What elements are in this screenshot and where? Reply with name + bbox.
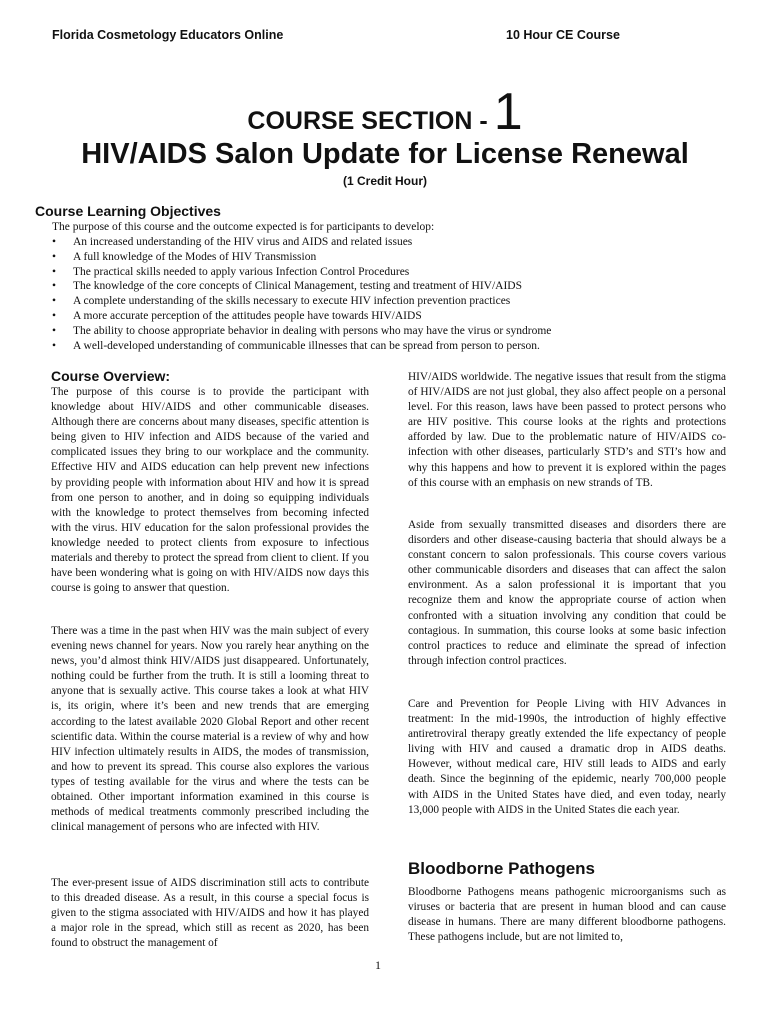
bullet: • — [52, 324, 57, 337]
objective-item — [52, 309, 551, 324]
header-right-text: 10 Hour CE Course — [506, 28, 620, 42]
bullet: • — [52, 295, 57, 308]
paragraph-text: The ever-present issue of AIDS discrimination still acts to contribute to this dreaded disease. As a result, in this course a special focus is given to the stigma associated with HIV/AIDS and how it has played a major role in the spread, which still as recent as 2020, has been found to obstruct the management of — [51, 877, 369, 950]
overview-heading: Course Overview: — [51, 368, 171, 384]
objective-text: The knowledge of the core concepts of Clinical Management, testing and treatment of HIV/AIDS — [73, 280, 522, 293]
bullet: • — [52, 250, 57, 263]
objective-item — [52, 265, 551, 280]
bullet: • — [52, 339, 57, 352]
objective-text: The practical skills needed to apply various Infection Control Procedures — [73, 265, 410, 278]
objective-text: A more accurate perception of the attitudes people have towards HIV/AIDS — [73, 309, 422, 322]
objective-text: An increased understanding of the HIV virus and AIDS and related issues — [73, 236, 413, 248]
paragraph-text: Care and Prevention for People Living with HIV Advances in treatment: In the mid-1990s, the introduction of highly effective antiretroviral therapy greatly extended the life expectancy of people living with HIV and caused a dramatic drop in AIDS deaths. However, without medical care, HIV still leads to AIDS and early death. Since the beginning of the epidemic, nearly 700,000 people with AIDS in the United States have died, and even today, nearly 13,000 people with AIDS in the United States die each year. — [408, 698, 726, 816]
objective-text: A full knowledge of the Modes of HIV Transmission — [73, 250, 317, 263]
objective-text: The ability to choose appropriate behavior in dealing with persons who may have the virus or syndrome — [73, 324, 552, 337]
objectives-intro: The purpose of this course and the outcome expected is for participants to develop: — [52, 221, 435, 233]
overview-paragraph-3 — [51, 876, 369, 951]
bullet: • — [52, 265, 57, 278]
page-title: HIV/AIDS Salon Update for License Renewal — [81, 138, 689, 170]
bullet: • — [52, 280, 57, 293]
objective-item — [52, 279, 551, 294]
section-label: COURSE SECTION - — [247, 107, 488, 135]
page-number: 1 — [375, 958, 381, 972]
paragraph-text: Aside from sexually transmitted diseases and disorders there are disorders and other disease-causing bacteria that should always be a constant concern to salon professionals. This course covers various other communicable disorders and diseases that can affect the salon environment. As a salon professional it is important that you recognize them and know the appropriate course of action when confronted with a situation involving any condition that could be contagious. In summation, this course looks at some basic infection control practices to reduce and eliminate the spread of infection through infection control practices. — [408, 519, 726, 667]
objective-text: A complete understanding of the skills necessary to execute HIV infection prevention practices — [73, 295, 511, 308]
overview-paragraph-1 — [51, 385, 369, 596]
paragraph-text: Bloodborne Pathogens means pathogenic microorganisms such as viruses or bacteria that are present in human blood and can cause disease in humans. There are many different bloodborne pathogens. These pathogens include, but are not limited to, — [408, 886, 726, 944]
overview-paragraph-2 — [51, 624, 369, 835]
bullet: • — [52, 309, 57, 322]
bloodborne-heading: Bloodborne Pathogens — [408, 859, 595, 878]
objectives-list — [52, 235, 551, 353]
objective-item — [52, 235, 551, 250]
credit-hours: (1 Credit Hour) — [343, 174, 427, 188]
right-paragraph-3 — [408, 697, 726, 818]
paragraph-text: There was a time in the past when HIV was the main subject of every evening news channel for years. Now you rarely hear anything on the news, you’d almost think HIV/AIDS just disappeared. Unfortunately, nothing could be further from the truth. It is still a looming threat to anyone that is sexually active. This course takes a look at what HIV is, its origin, where it’s been and new trends that are emerging according to the latest available 2020 Global Report and other recent scientific data. Within the course material is a review of why and how HIV infection ultimately results in AIDS, the modes of transmission, and how to prevent its spread. This course also explores the various types of testing available for the virus and where the tests can be obtained. Other important information examined in this course is methods of medical treatments commonly prescribed including the clinical management of persons who are infected with HIV. — [51, 625, 369, 834]
objective-text: A well-developed understanding of communicable illnesses that can be spread from person to person. — [73, 339, 540, 352]
objectives-heading: Course Learning Objectives — [35, 203, 221, 219]
paragraph-text: HIV/AIDS worldwide. The negative issues that result from the stigma of HIV/AIDS are not just global, they also affect people on a personal level. For this reason, laws have been passed to protect persons who are HIV positive. This course looks at the rights and protections afforded by law. Due to the problematic nature of HIV/AIDS co-infection with other diseases, particularly STD’s and STI’s how and why this happens and how to prevent it is explored within the pages of this course with an emphasis on new strands of TB. — [408, 371, 726, 489]
objective-item — [52, 324, 551, 339]
objective-item — [52, 294, 551, 309]
objective-item — [52, 339, 551, 354]
bullet: • — [52, 236, 57, 248]
section-number: 1 — [493, 83, 523, 141]
header-left-text: Florida Cosmetology Educators Online — [52, 28, 284, 42]
section-title — [0, 82, 770, 142]
paragraph-text: The purpose of this course is to provide the participant with knowledge about HIV/AIDS and other communicable diseases. Although there are concerns about many diseases, specific attention is being given to HIV infection and AIDS because of the varied and complicated issues they bring to our workplace and the community. Effective HIV and AIDS education can help prevent new infections by providing people with information about HIV and how it is spread from one person to another, and in doing so equipping individuals with the knowledge to protect themselves from becoming infected with the virus. HIV education for the salon professional provides the knowledge needed to protect clients from exposure to infectious materials and thereby to protect the spread from client to client. If you have been wondering what is going on with HIV/AIDS now days this course is going to answer that question. — [51, 386, 369, 595]
right-paragraph-2 — [408, 518, 726, 669]
objective-item — [52, 250, 551, 265]
bloodborne-paragraph — [408, 885, 726, 945]
right-paragraph-1 — [408, 370, 726, 491]
